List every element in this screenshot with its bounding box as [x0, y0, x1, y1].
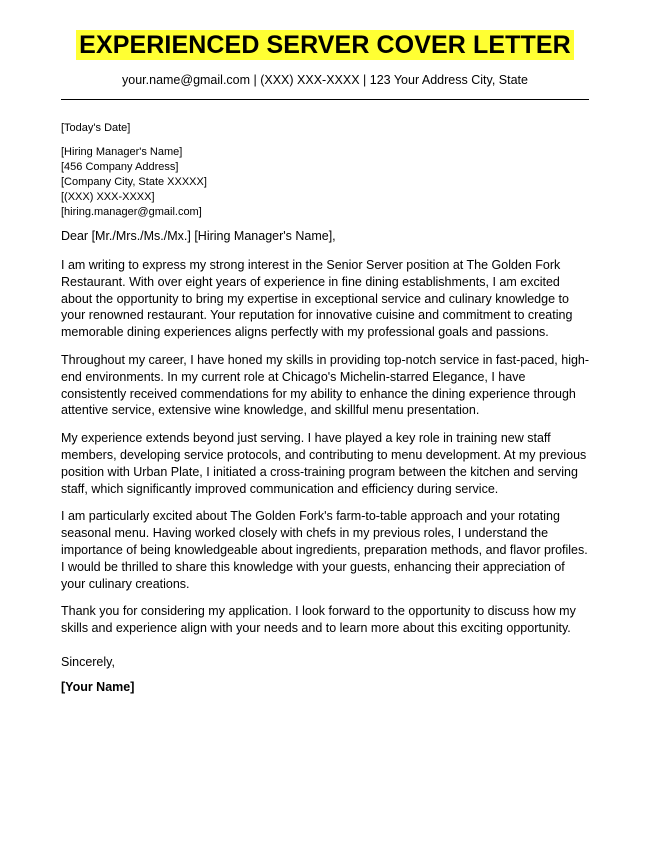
- contact-line: your.name@gmail.com | (XXX) XXX-XXXX | 123 Your Address City, State: [122, 73, 528, 87]
- recipient-block: [61, 145, 591, 220]
- paragraph-intro: I am writing to express my strong interest in the Senior Server position at The Golden Fork Restaurant. With over eight years of experience in fine dining establishments, I am excited about the opportunity to bring my expertise in exceptional service and culinary knowledge to your renowned restaurant. Your reputation for innovative cuisine and commitment to creating memorable dining experiences aligns perfectly with my professional goals and passions.: [61, 258, 573, 340]
- paragraph-interest: I am particularly excited about The Golden Fork's farm-to-table approach and your rotating seasonal menu. Having worked closely with chefs in my previous roles, I understand the importance of being knowledgeable about ingredients, preparation methods, and flavor profiles. I would be thrilled to share this knowledge with your guests, enhancing their appreciation of your culinary creations.: [61, 509, 588, 591]
- recipient-phone: [(XXX) XXX-XXXX]: [61, 191, 155, 203]
- page-title: EXPERIENCED SERVER COVER LETTER: [76, 30, 574, 60]
- letter-body: [61, 257, 591, 648]
- signature-name: [Your Name]: [61, 680, 135, 694]
- paragraph-career: Throughout my career, I have honed my skills in providing top-notch service in fast-paced, high-end environments. In my current role at Chicago's Michelin-starred Elegance, I have consistently received commendations for my ability to enhance the dining experience through attentive service, extensive wine knowledge, and skillful menu presentation.: [61, 352, 590, 418]
- title-container: [0, 30, 650, 60]
- header-divider: [61, 99, 589, 100]
- recipient-city: [Company City, State XXXXX]: [61, 176, 207, 188]
- paragraph-experience: My experience extends beyond just serving. I have played a key role in training new staff members, developing service protocols, and contributing to menu development. At my previous position with Urban Plate, I initiated a cross-training program between the kitchen and serving staff, which significantly improved communication and efficiency during service.: [61, 431, 587, 496]
- recipient-name: [Hiring Manager's Name]: [61, 146, 183, 158]
- paragraph-thanks: Thank you for considering my application. I look forward to the opportunity to discuss how my skills and experience align with your needs and to learn more about this exciting opportunity.: [61, 604, 576, 636]
- letter-date: [Today's Date]: [61, 122, 131, 134]
- recipient-email: [hiring.manager@gmail.com]: [61, 206, 202, 218]
- salutation: Dear [Mr./Mrs./Ms./Mx.] [Hiring Manager's Name],: [61, 229, 336, 243]
- closing: Sincerely,: [61, 655, 115, 669]
- recipient-address: [456 Company Address]: [61, 161, 179, 173]
